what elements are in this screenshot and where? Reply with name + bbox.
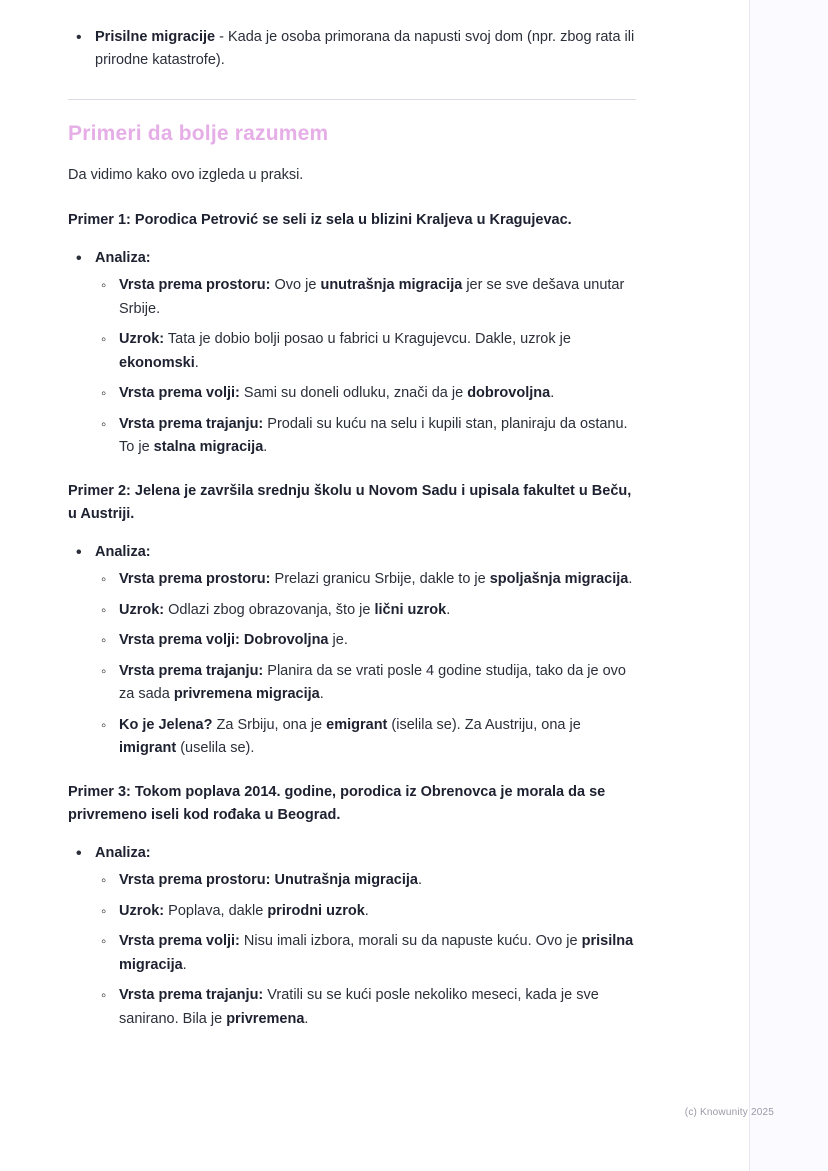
top-bullet-list xyxy=(68,26,636,73)
analysis-item-text: Prelazi granicu Srbije, dakle to je xyxy=(270,571,490,588)
analysis-item-text: Prodali su kuću na selu i kupili stan, planiraju da ostanu. To je xyxy=(119,415,628,456)
analysis-item-emphasis: unutrašnja migracija xyxy=(320,277,463,294)
list-item xyxy=(68,599,636,622)
analysis-item-label: Vrsta prema prostoru: xyxy=(119,571,271,588)
analysis-item-text: Poplava, dakle xyxy=(164,902,268,919)
analysis-item-text: Nisu imali izbora, morali su da napuste kuću. Ovo je xyxy=(239,933,582,950)
section-intro: Da vidimo kako ovo izgleda u praksi. xyxy=(68,166,304,183)
analysis-item-text: Ovo je xyxy=(270,277,321,294)
analysis-item-text: Vratili su se kući posle nekoliko meseci, kada je sve sanirano. Bila je xyxy=(119,987,599,1027)
list-item xyxy=(68,714,636,761)
example-heading: Primer 2: Jelena je završila srednju školu u Novom Sadu i upisala fakultet u Beču, u Austriji. xyxy=(68,482,632,523)
analysis-item-emphasis: privremena migracija xyxy=(173,686,320,703)
list-item xyxy=(68,900,636,923)
analysis-item-text: Odlazi zbog obrazovanja, što je xyxy=(164,601,375,618)
analysis-item-emphasis: prirodni uzrok xyxy=(267,902,365,919)
analysis-item-label: Vrsta prema trajanju: xyxy=(119,662,264,679)
document-content xyxy=(68,26,636,1051)
list-item xyxy=(68,413,636,460)
analysis-item-label: Vrsta prema prostoru: xyxy=(119,277,271,294)
analysis-sublist xyxy=(68,568,636,760)
analysis-item-emphasis: lični uzrok xyxy=(374,601,447,618)
analysis-item-text: . xyxy=(364,902,369,919)
section-title: Primeri da bolje razumem xyxy=(68,121,329,145)
analysis-item-text: . xyxy=(194,354,199,371)
analysis-item-emphasis: imigrant xyxy=(119,740,177,757)
list-item xyxy=(68,568,636,591)
analysis-item-label: Ko je Jelena? xyxy=(119,716,213,733)
list-item xyxy=(68,869,636,892)
analysis-item-text: . xyxy=(182,956,187,973)
list-item xyxy=(68,629,636,652)
analysis-item-text: . xyxy=(263,439,268,456)
list-item xyxy=(68,274,636,321)
analysis-item-label: Uzrok: xyxy=(119,331,165,348)
analysis-item-text: jer se sve dešava unutar Srbije. xyxy=(119,277,625,317)
examples-container xyxy=(68,209,636,1031)
analysis-item-label: Uzrok: xyxy=(119,902,165,919)
analysis-item-label: Vrsta prema trajanju: xyxy=(119,987,264,1004)
analysis-item-text: Planira da se vrati posle 4 godine studija, tako da je ovo za sada xyxy=(119,662,626,703)
analysis-item-text: . xyxy=(304,1010,309,1027)
analysis-label: • Analiza: xyxy=(68,247,636,270)
analysis-item-label: Vrsta prema volji: xyxy=(119,385,240,402)
analysis-label: • Analiza: xyxy=(68,541,636,564)
list-item xyxy=(68,26,636,73)
analysis-item-emphasis: stalna migracija xyxy=(153,439,264,456)
analysis-item-text: Sami su doneli odluku, znači da je xyxy=(239,385,468,402)
bullet-term: Prisilne migracije xyxy=(95,29,216,45)
analysis-item-text: . xyxy=(319,686,324,703)
list-item xyxy=(68,328,636,375)
analysis-item-text: (iselila se). Za Austriju, ona je xyxy=(387,716,581,733)
example-heading: Primer 3: Tokom poplava 2014. godine, porodica iz Obrenovca je morala da se privremeno iseli kod rođaka u Beograd. xyxy=(68,783,606,824)
analysis-item-label: Vrsta prema prostoru: Unutrašnja migracija xyxy=(119,872,418,889)
analysis-item-emphasis: privremena xyxy=(226,1010,305,1027)
bullet-text: - Kada je osoba primorana da napusti svoj dom (npr. zbog rata ili prirodne katastrofe). xyxy=(95,29,635,69)
example-heading: Primer 1: Porodica Petrović se seli iz sela u blizini Kraljeva u Kragujevac. xyxy=(68,212,572,229)
analysis-item-text: Za Srbiju, ona je xyxy=(212,716,327,733)
analysis-item-label: Vrsta prema trajanju: xyxy=(119,415,264,432)
analysis-sublist xyxy=(68,869,636,1031)
analysis-label: • Analiza: xyxy=(68,842,636,865)
analysis-item-emphasis: ekonomski xyxy=(119,354,195,371)
copyright-notice: (c) Knowunity 2025 xyxy=(684,1107,774,1118)
list-item xyxy=(68,660,636,707)
analysis-item-emphasis: spoljašnja migracija xyxy=(489,571,629,588)
analysis-item-emphasis: prisilna migracija xyxy=(119,933,634,973)
analysis-list xyxy=(68,541,636,761)
analysis-item-text: . xyxy=(417,872,422,889)
list-item xyxy=(68,382,636,405)
analysis-item-text: je. xyxy=(328,632,348,649)
list-item xyxy=(68,930,636,977)
analysis-sublist xyxy=(68,274,636,459)
divider xyxy=(68,99,636,100)
analysis-item-emphasis: dobrovoljna xyxy=(467,385,551,402)
analysis-item-label: Vrsta prema volji: Dobrovoljna xyxy=(119,632,329,649)
analysis-list xyxy=(68,842,636,1031)
list-item xyxy=(68,984,636,1031)
analysis-list xyxy=(68,247,636,460)
analysis-item-text: . xyxy=(446,601,451,618)
right-gutter-panel xyxy=(749,0,828,1171)
analysis-item-text: Tata je dobio bolji posao u fabrici u Kragujevcu. Dakle, uzrok je xyxy=(164,331,571,348)
analysis-item-emphasis: emigrant xyxy=(326,716,388,733)
analysis-item-text: . xyxy=(550,385,555,402)
analysis-item-text: (uselila se). xyxy=(176,740,255,757)
analysis-item-label: Vrsta prema volji: xyxy=(119,933,240,950)
analysis-item-text: . xyxy=(628,571,633,588)
analysis-item-label: Uzrok: xyxy=(119,601,165,618)
